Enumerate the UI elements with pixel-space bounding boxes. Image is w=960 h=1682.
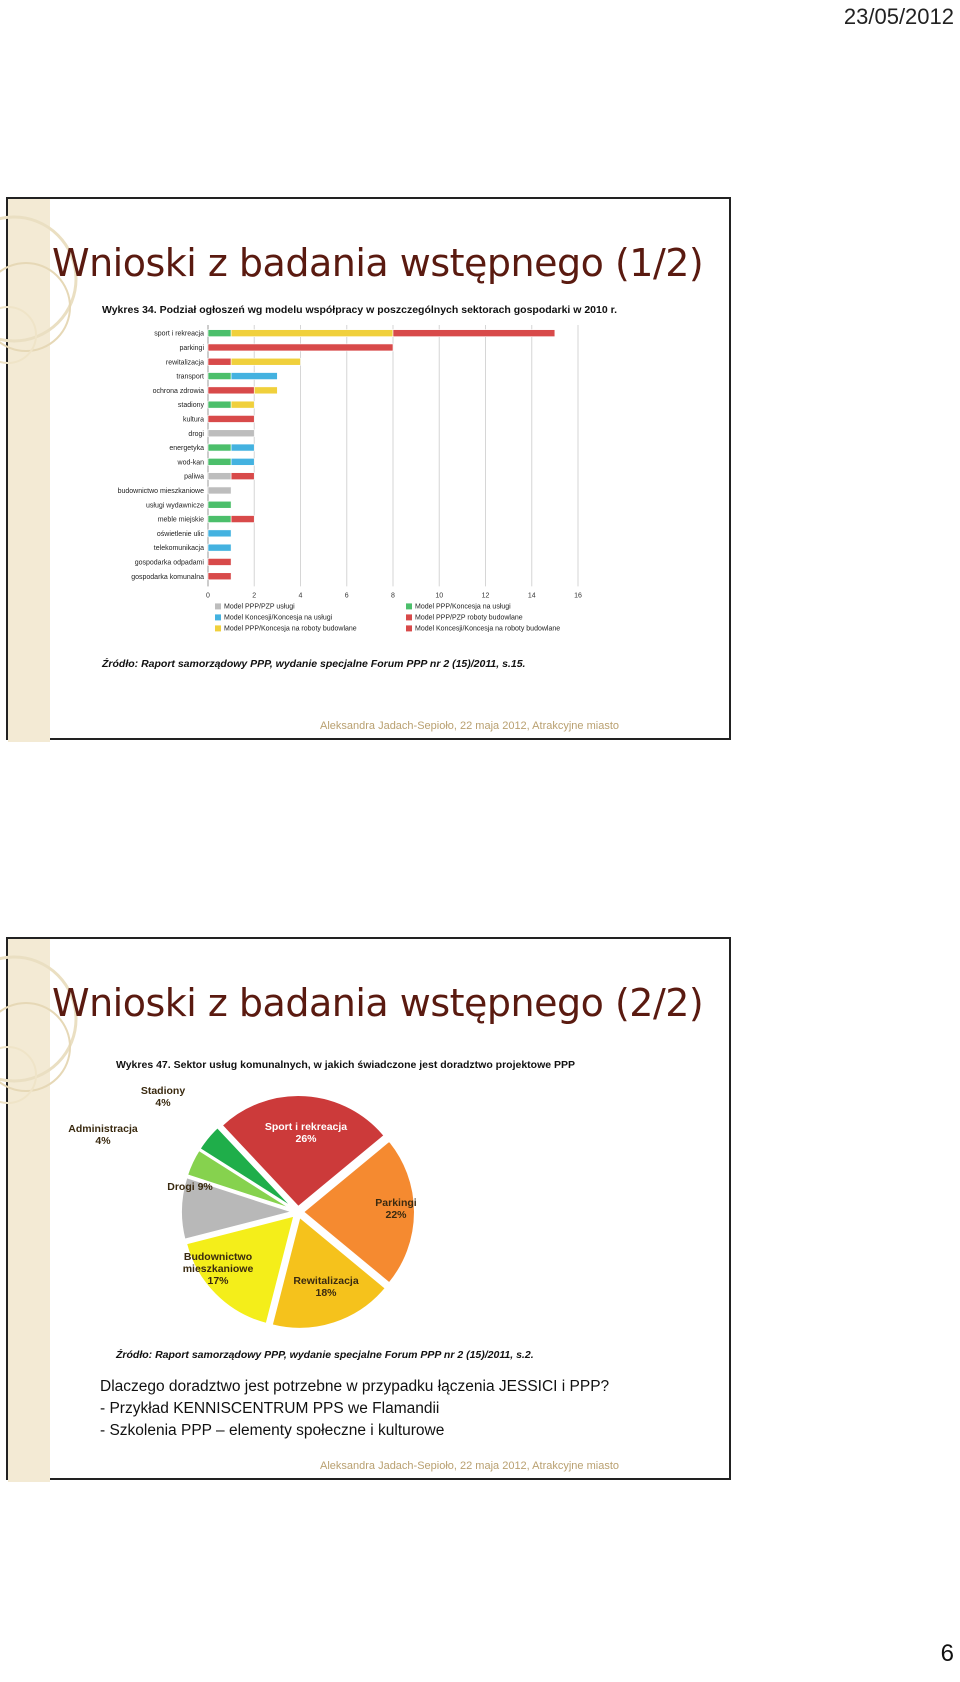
slice-value: 22% — [385, 1209, 407, 1221]
page-number: 6 — [940, 1640, 954, 1667]
bar-segment — [231, 444, 254, 451]
bar-segment — [231, 330, 393, 337]
slide-footer: Aleksandra Jadach-Sepioło, 22 maja 2012, Atrakcyjne miasto — [319, 1460, 619, 1472]
category-label: gospodarka komunalna — [131, 573, 204, 581]
slide-title: Wnioski z badania wstępnego (2/2) — [52, 981, 704, 1025]
x-tick-label: 4 — [298, 592, 303, 600]
legend-label: Model PPP/Koncesja na usługi — [415, 603, 511, 611]
bar-segment — [208, 473, 231, 480]
x-tick-label: 2 — [252, 592, 257, 600]
slice-label: Administracja — [68, 1123, 138, 1135]
legend-label: Model PPP/PZP roboty budowlane — [415, 614, 523, 622]
legend-swatch — [406, 614, 412, 620]
bar-segment — [393, 330, 555, 337]
slice-label: Rewitalizacja — [293, 1275, 359, 1287]
category-label: usługi wydawnicze — [146, 502, 204, 510]
category-label: wod-kan — [177, 459, 204, 467]
bar-chart — [8, 319, 608, 659]
category-label: transport — [176, 373, 204, 381]
legend-swatch — [215, 625, 221, 631]
bar-segment — [208, 544, 231, 551]
legend-swatch — [215, 614, 221, 620]
x-tick-label: 12 — [481, 592, 490, 600]
bar-segment — [208, 501, 231, 508]
legend-swatch — [215, 603, 221, 609]
x-tick-label: 8 — [391, 592, 395, 600]
slice-value: 4% — [95, 1135, 111, 1147]
slide-1 — [6, 197, 731, 740]
x-tick-label: 0 — [206, 592, 210, 600]
bullet-item: - Szkolenia PPP – elementy społeczne i kulturowe — [100, 1422, 445, 1439]
chart-title: Wykres 34. Podział ogłoszeń wg modelu współpracy w poszczególnych sektorach gospodarki w 2010 r. — [102, 304, 618, 316]
category-label: budownictwo mieszkaniowe — [117, 487, 204, 495]
category-label: kultura — [182, 416, 204, 424]
bar-segment — [208, 387, 254, 394]
bar-segment — [208, 558, 231, 565]
slice-label: Sport i rekreacja — [264, 1121, 348, 1133]
slice-value: 26% — [295, 1133, 317, 1145]
slice-value: 17% — [207, 1275, 229, 1287]
slice-label: Stadiony — [140, 1085, 186, 1097]
slide-body — [100, 1376, 609, 1442]
bar-segment — [208, 516, 231, 523]
bar-segment — [231, 458, 254, 465]
pie-chart — [68, 1077, 518, 1337]
category-label: ochrona zdrowia — [152, 387, 204, 395]
bar-segment — [208, 444, 231, 451]
bar-segment — [231, 373, 277, 380]
chart-title: Wykres 47. Sektor usług komunalnych, w jakich świadczone jest doradztwo projektowe PPP — [116, 1059, 576, 1071]
bar-segment — [231, 401, 254, 408]
category-label: drogi — [188, 430, 204, 438]
legend-label: Model Koncesji/Koncesja na roboty budowlane — [415, 625, 561, 633]
question-text: Dlaczego doradztwo jest potrzebne w przypadku łączenia JESSICI i PPP? — [100, 1378, 610, 1395]
bar-segment — [208, 358, 231, 365]
category-label: gospodarka odpadami — [134, 559, 204, 567]
category-label: meble miejskie — [157, 516, 204, 524]
x-tick-label: 6 — [344, 592, 349, 600]
legend-swatch — [406, 625, 412, 631]
slide-title: Wnioski z badania wstępnego (1/2) — [52, 241, 704, 285]
page-date: 23/05/2012 — [843, 4, 954, 29]
category-label: energetyka — [169, 445, 204, 453]
slide-footer: Aleksandra Jadach-Sepioło, 22 maja 2012, Atrakcyjne miasto — [319, 720, 619, 732]
x-tick-label: 10 — [435, 592, 444, 600]
bar-segment — [208, 430, 254, 437]
slide-2 — [6, 937, 731, 1480]
slice-value: 4% — [155, 1097, 171, 1109]
bar-segment — [208, 458, 231, 465]
slice-label: Drogi 9% — [167, 1181, 213, 1193]
bar-segment — [208, 344, 393, 351]
bar-segment — [208, 401, 231, 408]
bar-segment — [231, 516, 254, 523]
bar-segment — [231, 473, 254, 480]
bar-segment — [208, 330, 231, 337]
chart-source: Źródło: Raport samorządowy PPP, wydanie specjalne Forum PPP nr 2 (15)/2011, s.15. — [102, 658, 526, 670]
slice-label: Budownictwo — [183, 1251, 253, 1263]
legend-swatch — [406, 603, 412, 609]
x-tick-label: 14 — [527, 592, 536, 600]
legend-label: Model Koncesji/Koncesja na usługi — [224, 614, 333, 622]
bar-segment — [231, 358, 300, 365]
slice-value: 18% — [315, 1287, 337, 1299]
bar-segment — [208, 415, 254, 422]
category-label: stadiony — [177, 402, 204, 410]
bar-segment — [208, 373, 231, 380]
category-label: rewitalizacja — [165, 359, 204, 367]
bar-segment — [208, 573, 231, 580]
slice-label: Parkingi — [375, 1197, 417, 1209]
category-label: oświetlenie ulic — [156, 530, 204, 538]
legend-label: Model PPP/Koncesja na roboty budowlane — [224, 625, 357, 633]
bar-segment — [208, 487, 231, 494]
bullet-item: - Przykład KENNISCENTRUM PPS we Flamandii — [100, 1400, 440, 1417]
bar-segment — [208, 530, 231, 537]
legend-label: Model PPP/PZP usługi — [224, 603, 295, 611]
bar-segment — [254, 387, 277, 394]
category-label: sport i rekreacja — [154, 330, 204, 338]
x-tick-label: 16 — [574, 592, 582, 600]
chart-source: Źródło: Raport samorządowy PPP, wydanie specjalne Forum PPP nr 2 (15)/2011, s.2. — [116, 1349, 534, 1361]
category-label: telekomunikacja — [153, 545, 204, 553]
category-label: paliwa — [184, 473, 204, 481]
category-label: parkingi — [179, 344, 204, 352]
slice-label: mieszkaniowe — [182, 1263, 254, 1275]
